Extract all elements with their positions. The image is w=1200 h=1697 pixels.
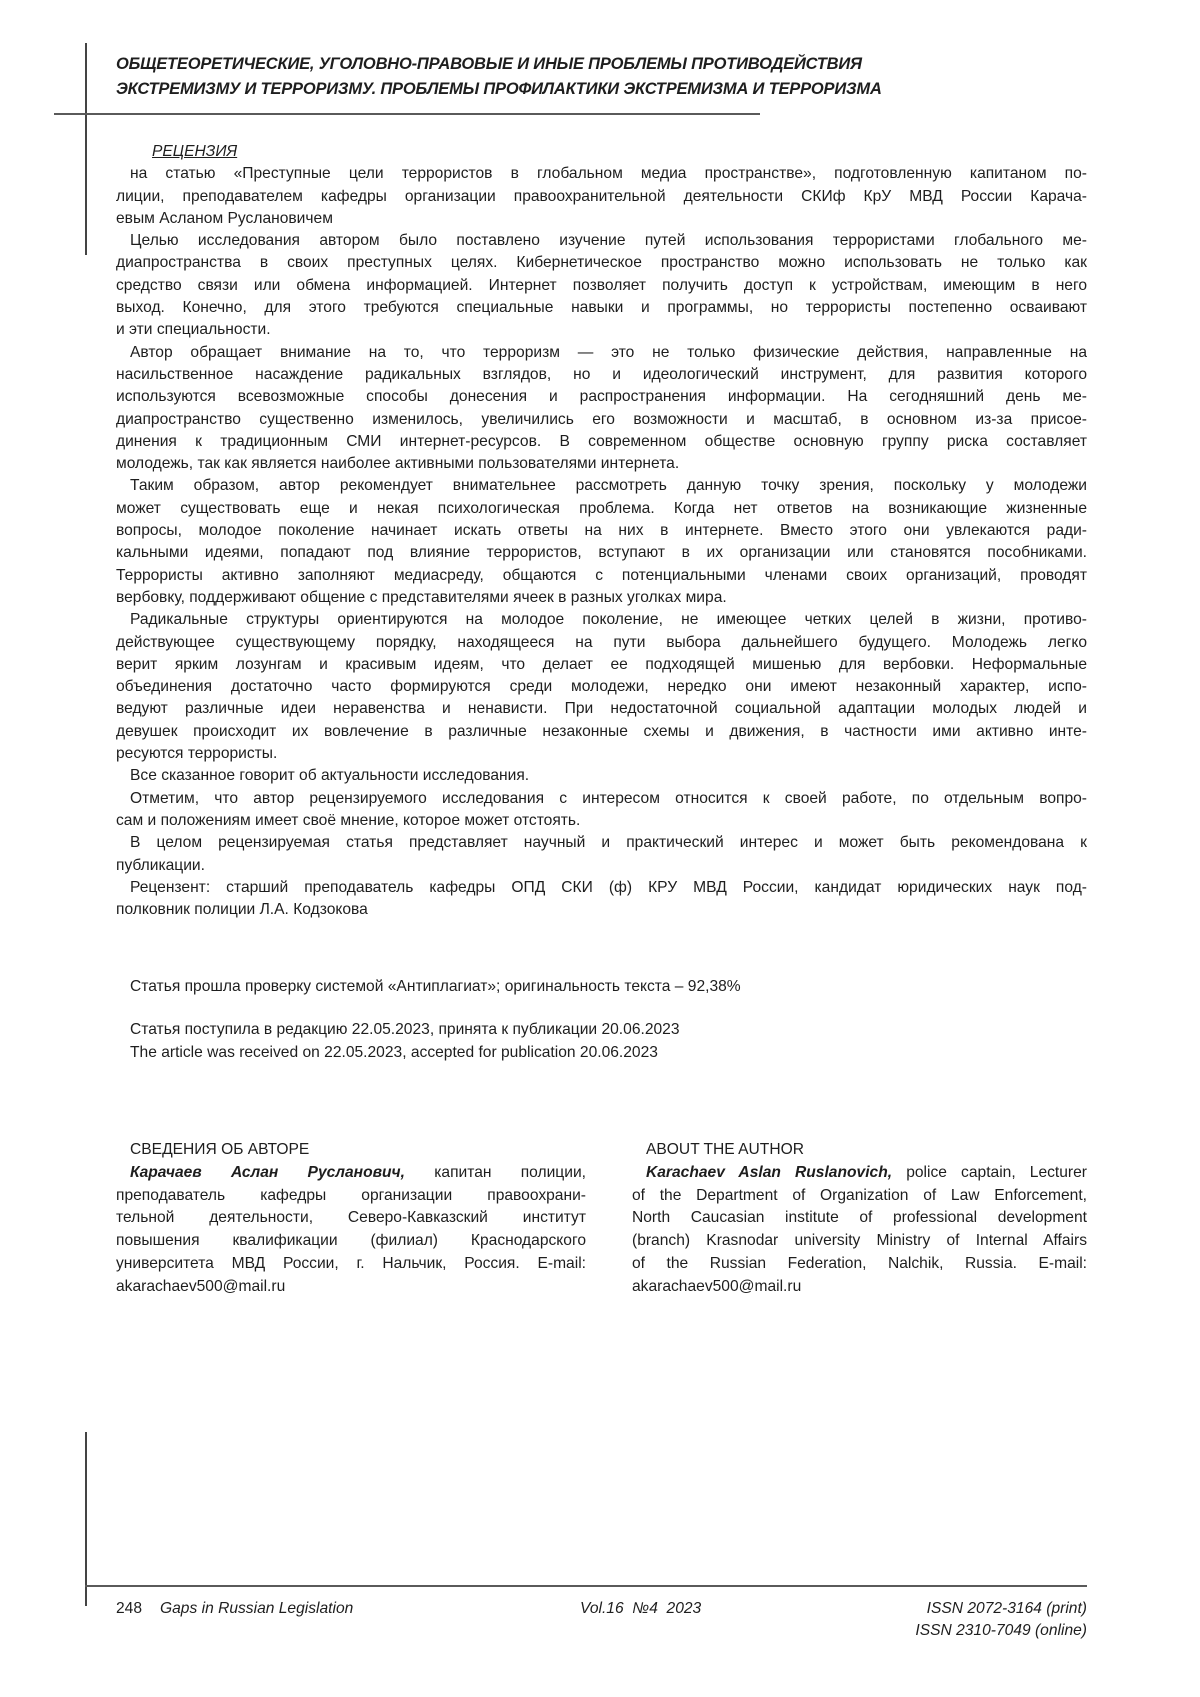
paragraph-line: вербовку, поддерживают общение с представителями ячеек в разных уголках мира. [116, 587, 1087, 609]
paragraph-line: сам и положениям имеет своё мнение, которое может отстоять. [116, 810, 1087, 832]
paragraph-line: Таким образом, автор рекомендует внимательнее рассмотреть данную точку зрения, поскольку у молодежи [116, 475, 1087, 497]
margin-line-top [85, 43, 87, 255]
author-info-line: (branch) Krasnodar university Ministry of Internal Affairs [632, 1230, 1087, 1253]
paragraph-line: Автор обращает внимание на то, что терроризм — это не только физические действия, направленные на [116, 342, 1087, 364]
running-header [116, 52, 882, 102]
received-note-ru: Статья поступила в редакцию 22.05.2023, принята к публикации 20.06.2023 [130, 1018, 680, 1041]
journal-name: Gaps in Russian Legislation [160, 1598, 353, 1620]
paragraph-line: средство связи или обмена информацией. Интернет позволяет получить доступ к устройствам, имеющим в него [116, 275, 1087, 297]
paragraph-line: Целью исследования автором было поставлено изучение путей использования террористами глобального ме- [116, 230, 1087, 252]
paragraph-line: динения к традиционным СМИ интернет-ресурсов. В современном обществе основную группу риска составляет [116, 431, 1087, 453]
review-title: РЕЦЕНЗИЯ [116, 141, 1087, 163]
paragraph-line: объединения достаточно часто формируются среди молодежи, нередко они имеют незаконный характер, испо- [116, 676, 1087, 698]
paragraph-line: девушек происходит их вовлечение в различные незаконные схемы и движения, в частности ими активно инте- [116, 721, 1087, 743]
paragraph-line: вопросы, молодое поколение начинает искать ответы на них в интернете. Вместо этого они увлекаются ради- [116, 520, 1087, 542]
issn-print: ISSN 2072-3164 (print) [927, 1598, 1087, 1620]
received-note-en: The article was received on 22.05.2023, accepted for publication 20.06.2023 [130, 1041, 658, 1064]
paragraph-line: диапространство существенно изменилось, увеличились его возможности и масштаб, в основном из-за присое- [116, 409, 1087, 431]
paragraph-line: Отметим, что автор рецензируемого исследования с интересом относится к своей работе, по отдельным вопро- [116, 788, 1087, 810]
paragraph-line: Террористы активно заполняют медиасреду, общаются с потенциальными членами своих организаций, проводят [116, 565, 1087, 587]
review-body [116, 141, 1087, 921]
author-info-ru [116, 1139, 586, 1299]
paragraph-line: выход. Конечно, для этого требуются специальные навыки и программы, но террористы постепенно осваивают [116, 297, 1087, 319]
paragraph-line: Все сказанное говорит об актуальности исследования. [116, 765, 1087, 787]
paragraph-line: кальными идеями, попадают под влияние террористов, вступают в их организации или становятся пособниками. [116, 542, 1087, 564]
paragraph-line: евым Асланом Руслановичем [116, 208, 1087, 230]
author-heading-ru: СВЕДЕНИЯ ОБ АВТОРЕ [116, 1139, 586, 1162]
author-info-line: of the Department of Organization of Law Enforcement, [632, 1185, 1087, 1208]
paragraph-line: Радикальные структуры ориентируются на молодое поколение, не имеющее четких целей в жизни, противо- [116, 609, 1087, 631]
paragraph-line: используются всевозможные способы донесения и распространения информации. На сегодняшний день ме- [116, 386, 1087, 408]
footer-rule [85, 1585, 1087, 1587]
antiplagiat-note: Статья прошла проверку системой «Антиплагиат»; оригинальность текста – 92,38% [130, 975, 741, 998]
paragraph-line: на статью «Преступные цели террористов в глобальном медиа пространстве», подготовленную капитаном по- [116, 163, 1087, 185]
paragraph-line: насильственное насаждение радикальных взглядов, но и идеологический инструмент, для развития которого [116, 364, 1087, 386]
paragraph-line: В целом рецензируемая статья представляет научный и практический интерес и может быть рекомендована к [116, 832, 1087, 854]
header-line: ОБЩЕТЕОРЕТИЧЕСКИЕ, УГОЛОВНО-ПРАВОВЫЕ И ИНЫЕ ПРОБЛЕМЫ ПРОТИВОДЕЙСТВИЯ [116, 52, 882, 77]
author-position-ru: капитан полиции, [434, 1164, 586, 1181]
author-info-line: преподаватель кафедры организации правоохрани- [116, 1185, 586, 1208]
volume-issue: Vol.16 №4 2023 [580, 1598, 701, 1620]
author-info-line: North Caucasian institute of professional development [632, 1207, 1087, 1230]
paragraph-line: действующее существующему порядку, находящееся на пути выбора дальнейшего будущего. Молодежь легко [116, 632, 1087, 654]
author-info-line: университета МВД России, г. Нальчик, Россия. E-mail: [116, 1253, 586, 1276]
header-rule [54, 113, 760, 115]
author-info-line: повышения квалификации (филиал) Краснодарского [116, 1230, 586, 1253]
paragraph-line: и эти специальности. [116, 319, 1087, 341]
margin-line-bottom [85, 1432, 87, 1606]
paragraph-line: полковник полиции Л.А. Кодзокова [116, 899, 1087, 921]
author-info-en [632, 1139, 1087, 1299]
paragraph-line: диапространства в своих преступных целях. Кибернетическое пространство можно использовать не только как [116, 252, 1087, 274]
author-name-en: Karachaev Aslan Ruslanovich, [646, 1164, 892, 1181]
paragraph-line: публикации. [116, 855, 1087, 877]
author-info-line: akarachaev500@mail.ru [116, 1276, 586, 1299]
author-info-line: of the Russian Federation, Nalchik, Russia. E-mail: [632, 1253, 1087, 1276]
author-heading-en: ABOUT THE AUTHOR [632, 1139, 1087, 1162]
paragraph-line: молодежь, так как является наиболее активными пользователями интернета. [116, 453, 1087, 475]
paragraph-line: верит ярким лозунгам и красивым идеям, что делает ее подходящей мишенью для вербовки. Неформальные [116, 654, 1087, 676]
paragraph-line: ресуются террористы. [116, 743, 1087, 765]
paragraph-line: лиции, преподавателем кафедры организации правоохранительной деятельности СКИф КрУ МВД России Карача- [116, 186, 1087, 208]
paragraph-line: Рецензент: старший преподаватель кафедры ОПД СКИ (ф) КРУ МВД России, кандидат юридических наук под- [116, 877, 1087, 899]
header-line: ЭКСТРЕМИЗМУ И ТЕРРОРИЗМУ. ПРОБЛЕМЫ ПРОФИЛАКТИКИ ЭКСТРЕМИЗМА И ТЕРРОРИЗМА [116, 77, 882, 102]
author-position-en: police captain, Lecturer [906, 1164, 1087, 1181]
paragraph-line: может существовать еще и некая психологическая проблема. Когда нет ответов на возникающие жизненные [116, 498, 1087, 520]
issn-online: ISSN 2310-7049 (online) [915, 1620, 1087, 1642]
author-name-ru: Карачаев Аслан Русланович, [130, 1164, 405, 1181]
author-info-line: akarachaev500@mail.ru [632, 1276, 1087, 1299]
author-info-line: тельной деятельности, Северо-Кавказский институт [116, 1207, 586, 1230]
paragraph-line: ведуют различные идеи неравенства и ненависти. При недостаточной социальной адаптации молодых людей и [116, 698, 1087, 720]
page-number: 248 [116, 1598, 142, 1620]
